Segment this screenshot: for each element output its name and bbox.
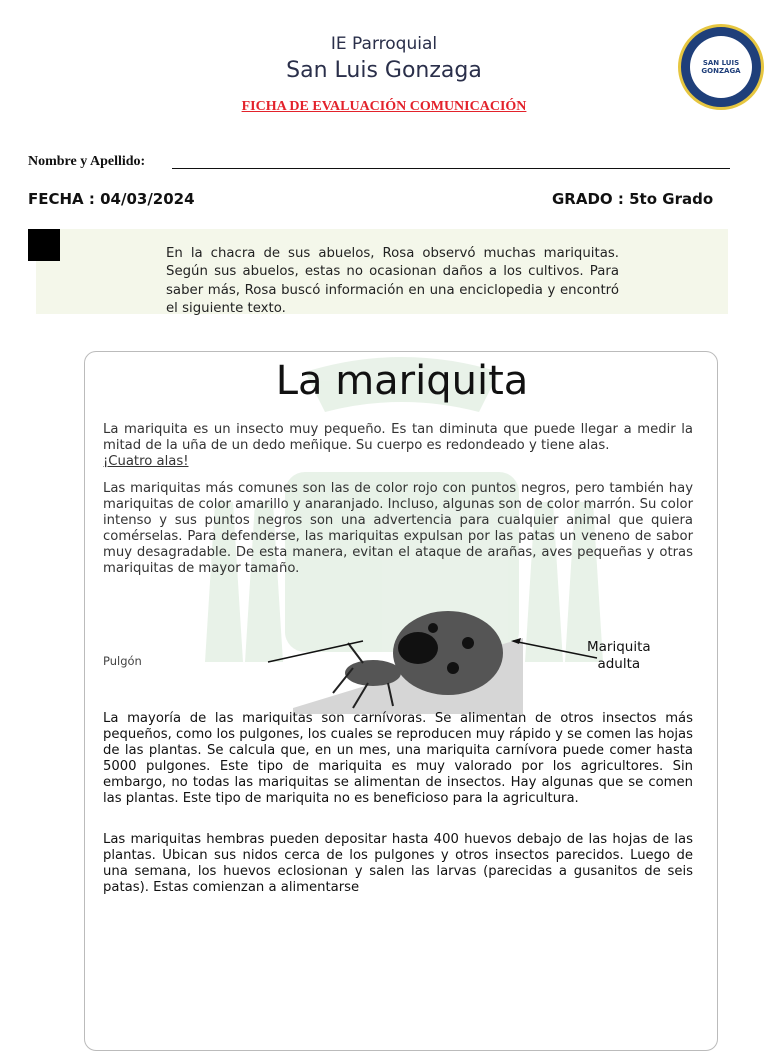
name-label: Nombre y Apellido: <box>28 154 146 169</box>
school-seal-logo: SAN LUIS GONZAGA <box>678 24 764 110</box>
name-field-line[interactable] <box>172 168 730 169</box>
label-mariquita-adulta: Mariquita adulta <box>587 639 651 672</box>
document-title: FICHA DE EVALUACIÓN COMUNICACIÓN <box>241 99 527 114</box>
page-break <box>85 918 718 963</box>
label-arrows <box>85 352 718 752</box>
four-wings-note: ¡Cuatro alas! <box>103 454 189 469</box>
paragraph-3: La mayoría de las mariquitas son carnívoras. Se alimentan de otros insectos más pequeños, como los pulgones, los cuales se reproducen muy rápido y se comen las hojas de las plantas. Se calcula que, en un mes, una mariquita carnívora puede comer hasta 5000 pulgones. Este tipo de mariquita es muy valorado por los agricultores. Sin embargo, no todas las mariquitas se alimentan de insectos. Hay algunas que se comen las plantas. Este tipo de mariquita no es beneficioso para la agricultura. <box>103 711 693 806</box>
black-square-marker <box>28 229 60 261</box>
grade-field: GRADO : 5to Grado <box>552 190 714 208</box>
school-name-line1: IE Parroquial <box>330 34 438 54</box>
date-field: FECHA : 04/03/2024 <box>28 190 195 208</box>
reading-title: La mariquita <box>275 358 529 404</box>
paragraph-1: La mariquita es un insecto muy pequeño. Es tan diminuta que puede llegar a medir la mitad de la uña de un dedo meñique. Su cuerpo es redondeado y tiene alas. ¡Cuatro alas! <box>103 422 693 469</box>
paragraph-4: Las mariquitas hembras pueden depositar hasta 400 huevos debajo de las hojas de las plantas. Ubican sus nidos cerca de los pulgones y otros insectos parecidos. Luego de una semana, los huevos eclosionan y salen las larvas (parecidas a gusanitos de seis patas). Estas comienzan a alimentarse <box>103 832 693 895</box>
paragraph-2: Las mariquitas más comunes son las de color rojo con puntos negros, pero también hay mariquitas de color amarillo y anaranjado. Incluso, algunas son de color marrón. Su color intenso y sus puntos negros son una advertencia para cualquier animal que quiera comérselas. Para defenderse, las mariquitas expulsan por las patas un veneno de sabor muy desagradable. De esta manera, evitan el ataque de arañas, aves pequeñas y otras mariquitas de mayor tamaño. <box>103 481 693 576</box>
intro-text: En la chacra de sus abuelos, Rosa observó muchas mariquitas. Según sus abuelos, estas no ocasionan daños a los cultivos. Para saber más, Rosa buscó información en una enciclopedia y encontró el siguiente texto. <box>166 246 619 316</box>
label-pulgon: Pulgón <box>103 654 142 668</box>
school-name-line2: San Luis Gonzaga <box>286 58 482 83</box>
reading-card <box>84 351 718 1051</box>
